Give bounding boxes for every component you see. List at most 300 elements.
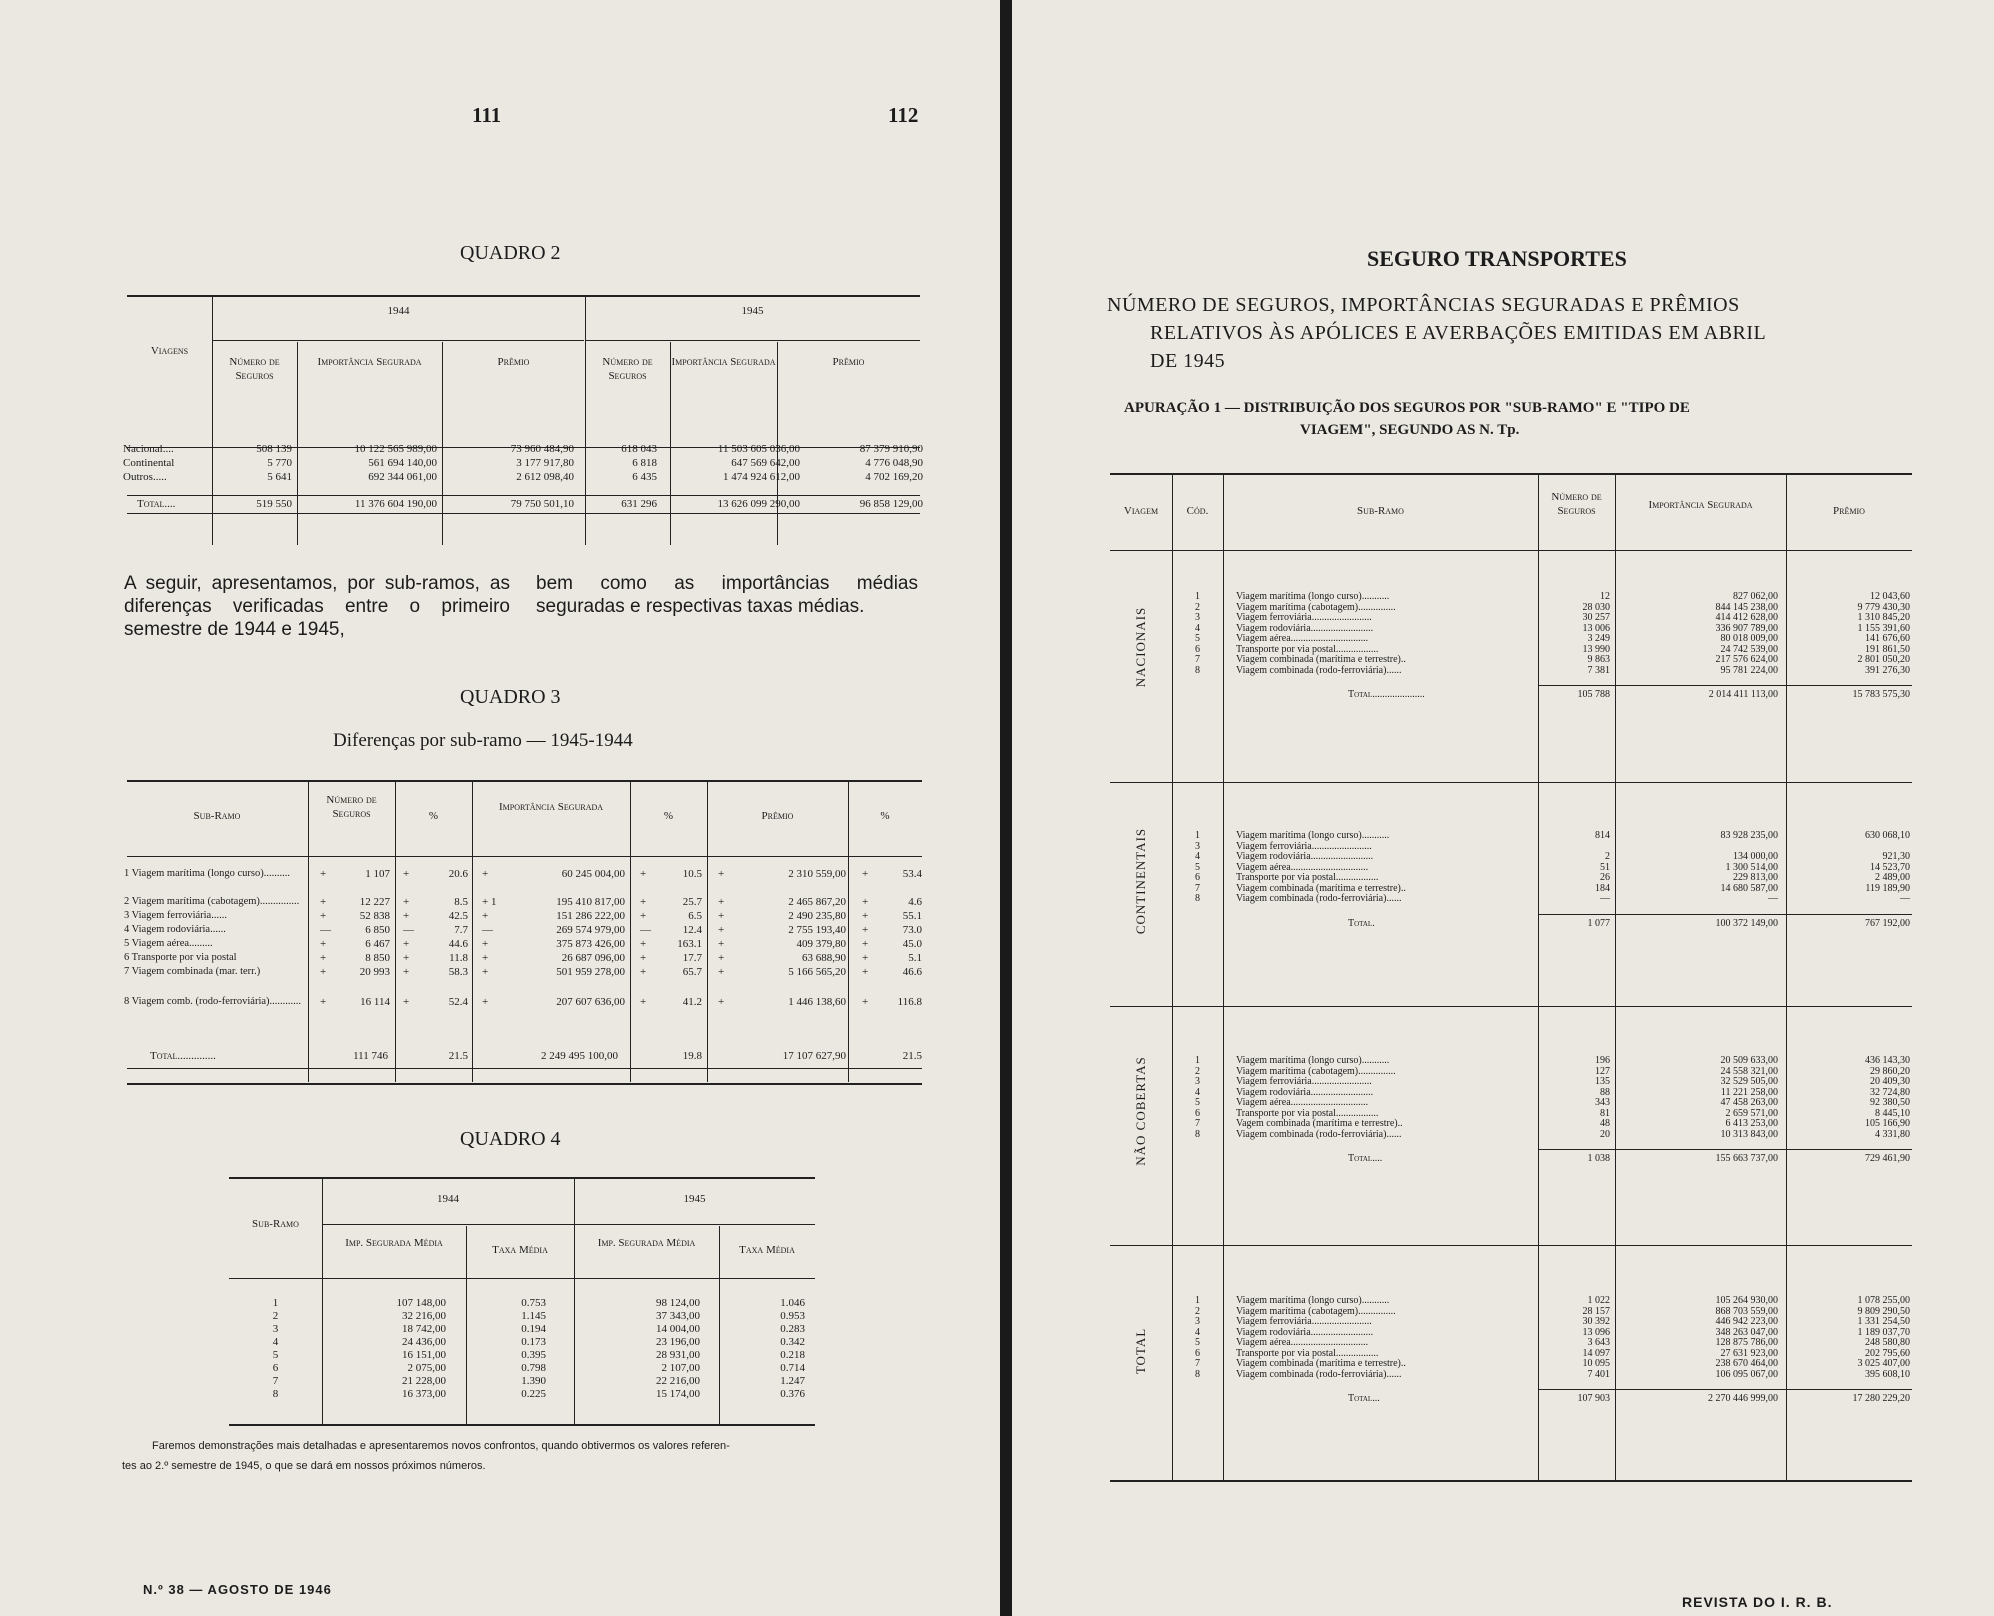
apuracao-importancia: 414 412 628,00 <box>1715 612 1778 623</box>
apuracao-header-numero: Número de Seguros <box>1551 491 1602 517</box>
apuracao-total-premio: 17 280 229,20 <box>1852 1393 1910 1404</box>
apuracao-code: 3 <box>1195 840 1200 852</box>
apuracao-description: Viagem marítima (longo curso)........... <box>1236 591 1390 602</box>
quadro3-sign: + <box>640 996 647 1008</box>
apuracao-numero: 3 249 <box>1587 633 1610 644</box>
report-subtitle-1: NÚMERO DE SEGUROS, IMPORTÂNCIAS SEGURADAS E PRÊMIOS <box>1107 294 1740 316</box>
quadro3-pct1: 11.8 <box>449 952 468 964</box>
quadro3-sign: + <box>482 938 489 950</box>
quadro3-pct1: 8.5 <box>454 896 468 908</box>
apuracao-numero: 10 095 <box>1582 1358 1610 1369</box>
quadro2-row-label: Outros..... <box>123 471 167 483</box>
quadro3-total-importancia: 2 249 495 100,00 <box>541 1050 618 1062</box>
quadro3-pct2: 12.4 <box>682 924 702 936</box>
quadro3-pct2: 17.7 <box>682 952 702 964</box>
quadro3-premio: 5 166 565,20 <box>788 966 846 978</box>
apuracao-importancia: 105 264 930,00 <box>1715 1295 1778 1306</box>
apuracao-premio: 2 489,00 <box>1875 872 1910 883</box>
apuracao-code: 8 <box>1195 664 1200 676</box>
apuracao-code: 2 <box>1195 1305 1200 1317</box>
quadro3-sign: + <box>320 996 327 1008</box>
quadro3-pct1: 42.5 <box>448 910 468 922</box>
apuracao-premio: 119 189,90 <box>1865 882 1910 894</box>
quadro3-numero: 20 993 <box>359 966 390 978</box>
quadro2-i44: 692 344 061,00 <box>368 471 437 483</box>
quadro3-premio: 2 465 867,20 <box>788 896 846 908</box>
apuracao-importancia: 827 062,00 <box>1733 591 1778 602</box>
apuracao-numero: 12 <box>1600 591 1610 602</box>
quadro4-header-taxa: Taxa Média <box>739 1244 795 1256</box>
quadro3-numero: 6 467 <box>365 938 390 950</box>
quadro3-sign: + <box>640 910 647 922</box>
quadro3-pct3: 116.8 <box>897 996 922 1008</box>
quadro3-row-label: 7 Viagem combinada (mar. terr.) <box>124 966 261 977</box>
apuracao-code: 2 <box>1195 1065 1200 1077</box>
apuracao-numero: 9 863 <box>1587 654 1610 665</box>
apuracao-premio: 141 676,60 <box>1865 633 1910 644</box>
apuracao-code: 1 <box>1195 1295 1200 1306</box>
quadro2-col-viagens: Viagens <box>150 345 189 357</box>
quadro2-total-label: Total.... <box>137 498 176 510</box>
quadro4-taxa-1944: 0.753 <box>521 1297 546 1309</box>
apuracao-top-rule <box>1110 473 1912 475</box>
apuracao-premio: — <box>1900 893 1910 904</box>
quadro2-year-rule <box>212 340 584 341</box>
quadro4-imp-1945: 15 174,00 <box>656 1388 700 1400</box>
quadro4-taxa-1945: 1.046 <box>780 1297 805 1309</box>
quadro3-sign: + <box>718 938 725 950</box>
apuracao-importancia: 11 221 258,00 <box>1720 1086 1778 1098</box>
quadro4-imp-1944: 16 373,00 <box>402 1388 446 1400</box>
quadro3-row-label: 3 Viagem ferroviária...... <box>124 910 227 921</box>
page-number-left: 111 <box>472 103 502 127</box>
quadro4-imp-1945: 37 343,00 <box>656 1310 700 1322</box>
apuracao-premio: 391 276,30 <box>1865 664 1910 676</box>
apuracao-importancia: 134 000,00 <box>1733 851 1778 862</box>
apuracao-description: Viagem marítima (longo curso)........... <box>1236 1295 1390 1306</box>
quadro4-code: 7 <box>272 1375 279 1387</box>
quadro3-importancia: 26 687 096,00 <box>561 952 625 964</box>
apuracao-group-label: NACIONAIS <box>1133 606 1148 688</box>
apuracao-premio: 20 409,30 <box>1870 1076 1910 1087</box>
table-divider <box>630 782 631 1082</box>
apuracao-header-premio: Prêmio <box>1833 505 1865 517</box>
quadro4-imp-1945: 28 931,00 <box>656 1349 700 1361</box>
quadro3-pct3: 46.6 <box>902 966 922 978</box>
quadro3-pct2: 10.5 <box>682 868 702 880</box>
quadro4-taxa-1944: 0.173 <box>521 1336 546 1348</box>
quadro3-header-numero: Número de Seguros <box>326 794 377 820</box>
apuracao-numero: 30 392 <box>1582 1316 1610 1327</box>
report-subtitle-3: DE 1945 <box>1150 350 1226 372</box>
apuracao-numero: 3 643 <box>1587 1337 1610 1348</box>
left-footer: N.º 38 — AGOSTO DE 1946 <box>143 1582 332 1597</box>
apuracao-total-importancia: 100 372 149,00 <box>1715 917 1778 929</box>
quadro3-sign: + <box>640 868 647 880</box>
quadro3-sign: + <box>403 910 410 922</box>
apuracao-description: Viagem marítima (cabotagem)............... <box>1236 601 1396 613</box>
apuracao-subtotal-rule <box>1538 1149 1912 1150</box>
quadro2-i45: 647 569 642,00 <box>731 457 800 469</box>
apuracao-header-subramo: Sub-Ramo <box>1357 505 1404 517</box>
quadro3-sign: + <box>482 868 489 880</box>
table-divider <box>308 782 309 1082</box>
quadro2-total-p44: 79 750 501,10 <box>510 498 574 510</box>
quadro3-sign: + <box>403 896 410 908</box>
quadro4-imp-1945: 2 107,00 <box>661 1362 700 1374</box>
apuracao-code: 6 <box>1195 872 1200 883</box>
quadro3-row-label: 8 Viagem comb. (rodo-ferroviária)............ <box>124 996 302 1007</box>
quadro3-pct2: 25.7 <box>682 896 702 908</box>
apuracao-numero: 814 <box>1595 830 1610 841</box>
apuracao-importancia: 1 300 514,00 <box>1725 861 1778 873</box>
quadro2-year-1944: 1944 <box>387 305 410 317</box>
quadro3-sign: + <box>862 996 869 1008</box>
quadro2-total-i45: 13 626 099 290,00 <box>717 498 800 510</box>
apuracao-description: Viagem combinada (marítima e terrestre).. <box>1236 654 1406 665</box>
apuracao-numero: 51 <box>1600 861 1610 873</box>
apuracao-total-label: Total..................... <box>1348 689 1425 700</box>
quadro3-total-pct3: 21.5 <box>902 1050 922 1062</box>
apuracao-importancia: 24 558 321,00 <box>1720 1065 1778 1077</box>
quadro3-total-numero: 111 746 <box>353 1050 388 1062</box>
quadro4-imp-1944: 21 228,00 <box>402 1375 446 1387</box>
quadro3-sign: + <box>718 952 725 964</box>
quadro4-header-rule <box>229 1278 815 1279</box>
apuracao-code: 5 <box>1195 633 1200 644</box>
quadro4-taxa-1944: 1.390 <box>521 1375 546 1387</box>
apuracao-numero: 184 <box>1595 882 1610 894</box>
quadro3-sign: + <box>320 868 327 880</box>
quadro4-imp-1945: 14 004,00 <box>656 1323 700 1335</box>
quadro2-header-h_premio: Prêmio <box>832 356 865 368</box>
quadro4-year-1945: 1945 <box>683 1193 706 1205</box>
apuracao-importancia: 14 680 587,00 <box>1720 882 1778 894</box>
apuracao-numero: 13 006 <box>1582 622 1610 634</box>
quadro4-code: 5 <box>272 1349 279 1361</box>
quadro4-imp-1944: 2 075,00 <box>407 1362 446 1374</box>
apuracao-code: 7 <box>1195 1358 1200 1369</box>
apuracao-code: 1 <box>1195 830 1200 841</box>
quadro3-sign: + <box>320 966 327 978</box>
apuracao-importancia: 32 529 505,00 <box>1720 1076 1778 1087</box>
quadro3-total-premio: 17 107 627,90 <box>782 1050 846 1062</box>
apuracao-description: Viagem marítima (cabotagem)............... <box>1236 1065 1396 1077</box>
quadro2-p45: 4 776 048,90 <box>865 457 923 469</box>
apuracao-description: Viagem combinada (marítima e terrestre).. <box>1236 882 1406 894</box>
quadro3-sign: + <box>862 952 869 964</box>
apuracao-premio: 32 724,80 <box>1870 1086 1910 1098</box>
quadro3-pct2: 6.5 <box>688 910 702 922</box>
apuracao-code: 7 <box>1195 1118 1200 1129</box>
apuracao-code: 6 <box>1195 1107 1200 1119</box>
apuracao-total-numero: 107 903 <box>1577 1393 1610 1404</box>
apuracao-numero: 196 <box>1595 1055 1610 1066</box>
apuracao-description: Viagem ferroviária........................ <box>1236 840 1372 852</box>
apuracao-premio: 9 809 290,50 <box>1857 1305 1910 1317</box>
apuracao-description: Transporte por via postal................. <box>1236 1347 1379 1359</box>
quadro3-row-label: 5 Viagem aérea......... <box>124 938 213 949</box>
quadro2-title: QUADRO 2 <box>460 242 561 264</box>
right-footer: REVISTA DO I. R. B. <box>1682 1594 1833 1610</box>
right-page <box>1012 0 1994 1616</box>
table-divider <box>1223 475 1224 1480</box>
apuracao-description: Viagem combinada (rodo-ferroviária)...... <box>1236 893 1402 904</box>
quadro4-taxa-1945: 0.376 <box>780 1388 805 1400</box>
apuracao-importancia: 336 907 789,00 <box>1715 622 1778 634</box>
apuracao-code: 5 <box>1195 861 1200 873</box>
apuracao-description: Viagem ferroviária........................ <box>1236 1076 1372 1087</box>
apuracao-code: 1 <box>1195 591 1200 602</box>
quadro4-year-rule <box>322 1224 815 1225</box>
quadro4-taxa-1945: 0.714 <box>780 1362 805 1374</box>
quadro3-sign: + 1 <box>482 896 497 908</box>
apuracao-description: Viagem ferroviária........................ <box>1236 1316 1372 1327</box>
apuracao-total-importancia: 2 014 411 113,00 <box>1708 689 1778 700</box>
quadro4-taxa-1945: 0.283 <box>780 1323 805 1335</box>
quadro4-taxa-1944: 0.395 <box>521 1349 546 1361</box>
quadro4-bottom-rule <box>229 1424 815 1426</box>
apuracao-premio: 9 779 430,30 <box>1857 601 1910 613</box>
apuracao-numero: 13 096 <box>1582 1326 1610 1338</box>
quadro4-header-taxa: Taxa Média <box>492 1244 548 1256</box>
quadro3-pct2: 163.1 <box>677 938 702 950</box>
quadro2-n45: 6 818 <box>632 457 657 469</box>
quadro2-row-label: Continental <box>123 457 175 469</box>
apuracao-numero: 1 022 <box>1587 1295 1610 1306</box>
quadro3-importancia: 151 286 222,00 <box>556 910 625 922</box>
apuracao-description: Transporte por via postal................. <box>1236 1107 1379 1119</box>
apuracao-numero: 81 <box>1600 1107 1610 1119</box>
quadro2-header-h_importancia: Importância Segurada <box>671 356 776 368</box>
quadro3-total-pct1: 21.5 <box>448 1050 468 1062</box>
quadro3-pct1: 7.7 <box>454 924 468 936</box>
quadro3-row-label: 1 Viagem marítima (longo curso).......... <box>124 868 290 879</box>
quadro3-numero: 6 850 <box>365 924 390 936</box>
apuracao-description: Viagem aérea............................... <box>1236 861 1369 873</box>
page-number-right-header: 112 <box>888 103 919 127</box>
apuracao-importancia: 95 781 224,00 <box>1720 664 1778 676</box>
apuracao-importancia: 6 413 253,00 <box>1725 1118 1778 1129</box>
table-divider <box>472 782 473 1082</box>
quadro2-year-1945: 1945 <box>741 305 764 317</box>
quadro3-total-rule <box>127 1068 922 1069</box>
quadro2-i45: 1 474 924 612,00 <box>723 471 800 483</box>
quadro2-row-label: Nacional.... <box>123 443 174 455</box>
quadro3-sign: — <box>403 924 414 936</box>
quadro3-header-rule <box>127 856 922 857</box>
quadro3-importancia: 375 873 426,00 <box>556 938 625 950</box>
quadro4-header-subramo: Sub-Ramo <box>252 1218 299 1230</box>
apuracao-numero: 26 <box>1600 872 1610 883</box>
apuracao-total-numero: 1 038 <box>1587 1153 1610 1164</box>
quadro3-total-pct2: 19.8 <box>682 1050 702 1062</box>
apuracao-numero: 7 381 <box>1587 664 1610 676</box>
quadro4-code: 3 <box>272 1323 279 1335</box>
quadro2-total-rule <box>127 495 920 496</box>
quadro3-sign: + <box>403 938 410 950</box>
quadro3-sign: + <box>862 924 869 936</box>
apuracao-group-rule <box>1110 782 1912 783</box>
apuracao-importancia: 844 145 238,00 <box>1715 601 1778 613</box>
quadro3-pct1: 52.4 <box>448 996 468 1008</box>
quadro3-pct3: 55.1 <box>902 910 922 922</box>
apuracao-premio: 92 380,50 <box>1870 1097 1910 1108</box>
apuracao-description: Vagem combinada (marítima e terrestre).. <box>1236 1118 1403 1129</box>
apuracao-header-importancia: Importância Segurada <box>1648 499 1753 511</box>
quadro3-title: QUADRO 3 <box>460 686 561 708</box>
quadro3-header-pct: % <box>428 810 439 822</box>
apuracao-importancia: 47 458 263,00 <box>1720 1097 1778 1108</box>
apuracao-premio: 248 580,80 <box>1865 1337 1910 1348</box>
apuracao-total-importancia: 2 270 446 999,00 <box>1708 1393 1778 1404</box>
apuracao-premio: 2 801 050,20 <box>1857 654 1910 665</box>
quadro3-sign: + <box>482 996 489 1008</box>
apuracao-importancia: 106 095 067,00 <box>1715 1368 1778 1380</box>
quadro3-subtitle: Diferenças por sub-ramo — 1945-1944 <box>333 730 633 751</box>
apuracao-total-premio: 729 461,90 <box>1865 1153 1910 1164</box>
quadro2-n44: 508 139 <box>256 443 292 455</box>
quadro2-n45: 6 435 <box>632 471 657 483</box>
apuracao-premio: 921,30 <box>1882 851 1910 862</box>
footnote-line-1: Faremos demonstrações mais detalhadas e apresentaremos novos confrontos, quando obtivermos os valores referen- <box>152 1440 730 1452</box>
quadro2-n45: 618 043 <box>621 443 657 455</box>
quadro3-total-label: Total.............. <box>150 1050 216 1062</box>
quadro3-pct1: 20.6 <box>448 868 468 880</box>
apuracao-code: 7 <box>1195 882 1200 894</box>
apuracao-description: Viagem aérea............................... <box>1236 633 1369 644</box>
apuracao-code: 5 <box>1195 1337 1200 1348</box>
quadro3-pct1: 58.3 <box>448 966 468 978</box>
quadro2-total-n45: 631 296 <box>621 498 657 510</box>
apuracao-importancia: 24 742 539,00 <box>1720 643 1778 655</box>
quadro2-total-n44: 519 550 <box>256 498 292 510</box>
paragraph-left: A seguir, apresentamos, por sub-ramos, as diferenças verificadas entre o primeiro semestre de 1944 e 1945, <box>124 573 510 640</box>
apuracao-description: Viagem rodoviária......................... <box>1236 1086 1374 1098</box>
quadro3-premio: 2 755 193,40 <box>788 924 846 936</box>
quadro3-sign: + <box>718 966 725 978</box>
paragraph-right: bem como as importâncias médias seguradas e respectivas taxas médias. <box>536 573 918 617</box>
apuracao-numero: 7 401 <box>1587 1368 1610 1380</box>
apuracao-importancia: 868 703 559,00 <box>1715 1305 1778 1317</box>
quadro3-sign: + <box>403 996 410 1008</box>
apuracao-premio: 14 523,70 <box>1870 861 1910 873</box>
quadro3-sign: + <box>640 966 647 978</box>
quadro3-premio: 2 490 235,80 <box>788 910 846 922</box>
quadro3-pct3: 4.6 <box>908 896 922 908</box>
quadro4-taxa-1944: 1.145 <box>521 1310 546 1322</box>
apuracao-importancia: 10 313 843,00 <box>1720 1128 1778 1140</box>
quadro4-imp-1944: 24 436,00 <box>402 1336 446 1348</box>
quadro3-numero: 12 227 <box>359 896 390 908</box>
quadro3-numero: 8 850 <box>365 952 390 964</box>
report-subtitle-2: RELATIVOS ÀS APÓLICES E AVERBAÇÕES EMITIDAS EM ABRIL <box>1150 322 1767 344</box>
apuracao-header-viagem: Viagem <box>1123 505 1159 517</box>
quadro2-header-h_numero: Número de Seguros <box>229 356 280 382</box>
apuracao-group-label: TOTAL <box>1133 1327 1148 1375</box>
apuracao-description: Viagem ferroviária........................ <box>1236 612 1372 623</box>
apuracao-description: Viagem aérea............................... <box>1236 1097 1369 1108</box>
quadro3-pct2: 65.7 <box>682 966 702 978</box>
apuracao-group-rule <box>1110 1006 1912 1007</box>
apuracao-header-cod: Cód. <box>1186 505 1209 517</box>
apuracao-numero: 28 030 <box>1582 601 1610 613</box>
quadro2-p45: 4 702 169,20 <box>865 471 923 483</box>
quadro4-title: QUADRO 4 <box>460 1128 561 1150</box>
quadro3-header-importancia: Importância Segurada <box>498 801 604 813</box>
apuracao-code: 8 <box>1195 893 1200 904</box>
apuracao-importancia: 348 263 047,00 <box>1715 1326 1778 1338</box>
apuracao-total-premio: 767 192,00 <box>1865 917 1910 929</box>
apuracao-importancia: 217 576 624,00 <box>1715 654 1778 665</box>
apuracao-importancia: — <box>1768 893 1778 904</box>
apuracao-description: Viagem combinada (rodo-ferroviária)...... <box>1236 664 1402 676</box>
quadro4-top-rule <box>229 1177 815 1179</box>
apuracao-code: 3 <box>1195 612 1200 623</box>
quadro2-n44: 5 770 <box>267 457 292 469</box>
quadro4-imp-1944: 18 742,00 <box>402 1323 446 1335</box>
quadro3-numero: 52 838 <box>359 910 390 922</box>
quadro2-year-rule <box>585 340 920 341</box>
quadro3-sign: — <box>640 924 651 936</box>
apuracao-importancia: 20 509 633,00 <box>1720 1055 1778 1066</box>
apuracao-line-2: VIAGEM", SEGUNDO AS N. Tp. <box>1300 422 1520 438</box>
apuracao-numero: 343 <box>1595 1097 1610 1108</box>
quadro3-sign: + <box>482 952 489 964</box>
apuracao-description: Viagem combinada (marítima e terrestre).. <box>1236 1358 1406 1369</box>
quadro4-taxa-1945: 0.342 <box>780 1336 805 1348</box>
quadro3-sign: — <box>320 924 331 936</box>
apuracao-importancia: 80 018 009,00 <box>1720 633 1778 644</box>
apuracao-premio: 8 445,10 <box>1875 1107 1910 1119</box>
apuracao-premio: 395 608,10 <box>1865 1368 1910 1380</box>
apuracao-code: 4 <box>1195 1086 1200 1098</box>
quadro2-total-p45: 96 858 129,00 <box>859 498 923 510</box>
quadro3-importancia: 207 607 636,00 <box>556 996 625 1008</box>
apuracao-numero: — <box>1600 893 1610 904</box>
quadro3-sign: + <box>718 924 725 936</box>
apuracao-code: 6 <box>1195 643 1200 655</box>
quadro4-code: 4 <box>272 1336 279 1348</box>
apuracao-premio: 29 860,20 <box>1870 1065 1910 1077</box>
quadro3-row-label: 2 Viagem marítima (cabotagem)............... <box>124 896 300 907</box>
quadro3-sign: + <box>862 896 869 908</box>
quadro3-sign: + <box>862 868 869 880</box>
apuracao-importancia: 446 942 223,00 <box>1715 1316 1778 1327</box>
quadro3-sign: + <box>640 938 647 950</box>
apuracao-importancia: 2 659 571,00 <box>1725 1107 1778 1119</box>
quadro3-pct3: 73.0 <box>902 924 922 936</box>
apuracao-code: 8 <box>1195 1128 1200 1140</box>
apuracao-description: Viagem marítima (longo curso)........... <box>1236 1055 1390 1066</box>
quadro4-imp-1944: 107 148,00 <box>396 1297 446 1309</box>
quadro3-row-label: 4 Viagem rodoviária...... <box>124 924 226 935</box>
apuracao-premio: 105 166,90 <box>1865 1118 1910 1129</box>
quadro3-numero: 16 114 <box>360 996 390 1008</box>
apuracao-code: 2 <box>1195 601 1200 613</box>
quadro3-sign: + <box>403 966 410 978</box>
apuracao-description: Viagem aérea............................... <box>1236 1337 1369 1348</box>
report-title: SEGURO TRANSPORTES <box>1367 246 1627 271</box>
quadro3-top-rule <box>127 780 922 782</box>
apuracao-header-rule <box>1110 550 1912 551</box>
quadro3-importancia: 60 245 004,00 <box>561 868 625 880</box>
apuracao-code: 1 <box>1195 1055 1200 1066</box>
quadro4-imp-1944: 32 216,00 <box>402 1310 446 1322</box>
apuracao-numero: 2 <box>1605 851 1610 862</box>
quadro4-taxa-1944: 0.225 <box>521 1388 546 1400</box>
apuracao-premio: 1 310 845,20 <box>1857 612 1910 623</box>
